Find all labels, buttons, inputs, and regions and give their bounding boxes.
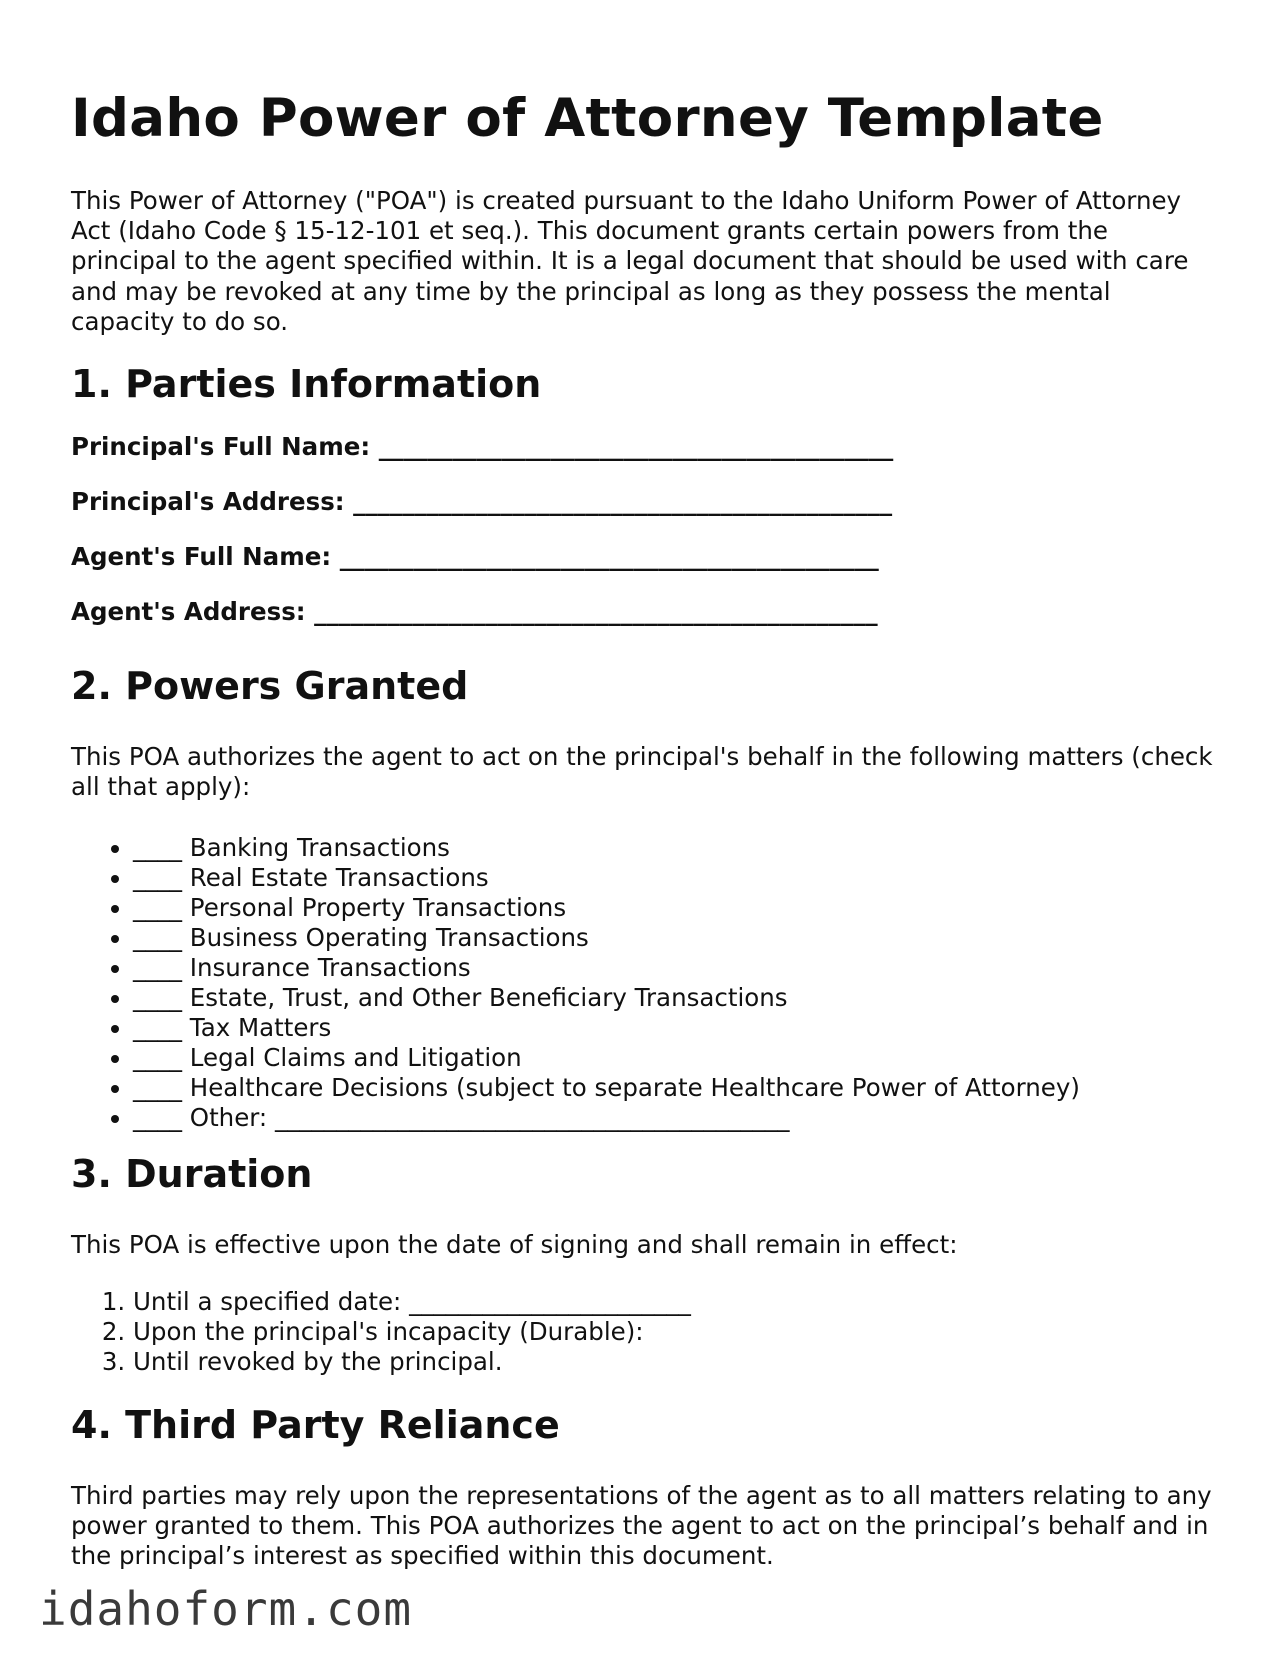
field-label: Principal's Full Name: [71, 432, 371, 461]
reliance-paragraph: Third parties may rely upon the representations of the agent as to all matters relating to any power granted to them. This POA authorizes the agent to act on the principal’s behalf and in the principal’s interest as specified within this document. [71, 1481, 1212, 1571]
section-heading-powers: 2. Powers Granted [71, 664, 469, 708]
field-label: Agent's Address: [71, 597, 306, 626]
list-item: 2. Upon the principal's incapacity (Durable): [133, 1317, 691, 1347]
list-item: • ____ Real Estate Transactions [133, 863, 1080, 893]
field-blank-line: ____________________________________________ [339, 542, 879, 571]
field-label: Principal's Address: [71, 487, 345, 516]
powers-list [71, 833, 1080, 1133]
agent-address-field [71, 597, 878, 626]
watermark: idahoform.com [39, 1582, 413, 1636]
field-label: Agent's Full Name: [71, 542, 332, 571]
principal-name-field [71, 432, 893, 461]
principal-address-field [71, 487, 892, 516]
section-heading-parties: 1. Parties Information [71, 362, 542, 406]
list-item: • ____ Banking Transactions [133, 833, 1080, 863]
section-heading-duration: 3. Duration [71, 1152, 313, 1196]
list-item: • ____ Estate, Trust, and Other Beneficiary Transactions [133, 983, 1080, 1013]
list-item: 1. Until a specified date: _______________________ [133, 1287, 691, 1317]
field-blank-line: __________________________________________ [378, 432, 894, 461]
list-item: 3. Until revoked by the principal. [133, 1347, 691, 1377]
field-blank-line: ______________________________________________ [314, 597, 878, 626]
duration-intro: This POA is effective upon the date of signing and shall remain in effect: [71, 1230, 958, 1259]
intro-paragraph: This Power of Attorney ("POA") is created pursuant to the Idaho Uniform Power of Attorney Act (Idaho Code § 15-12-101 et seq.). This document grants certain powers from the principal to the agent specified within. It is a legal document that should be used with care and may be revoked at any time by the principal as long as they possess the mental capacity to do so. [71, 186, 1189, 336]
list-item: • ____ Healthcare Decisions (subject to separate Healthcare Power of Attorney) [133, 1073, 1080, 1103]
list-item: • ____ Personal Property Transactions [133, 893, 1080, 923]
section-heading-reliance: 4. Third Party Reliance [71, 1403, 560, 1447]
list-item: • ____ Tax Matters [133, 1013, 1080, 1043]
powers-intro: This POA authorizes the agent to act on the principal's behalf in the following matters (check all that apply): [71, 742, 1213, 802]
list-item: • ____ Other: __________________________________________ [133, 1103, 1080, 1133]
list-item: • ____ Legal Claims and Litigation [133, 1043, 1080, 1073]
document-title: Idaho Power of Attorney Template [71, 88, 1104, 149]
field-blank-line: ____________________________________________ [353, 487, 893, 516]
list-item: • ____ Insurance Transactions [133, 953, 1080, 983]
agent-name-field [71, 542, 879, 571]
duration-list [71, 1287, 691, 1377]
list-item: • ____ Business Operating Transactions [133, 923, 1080, 953]
